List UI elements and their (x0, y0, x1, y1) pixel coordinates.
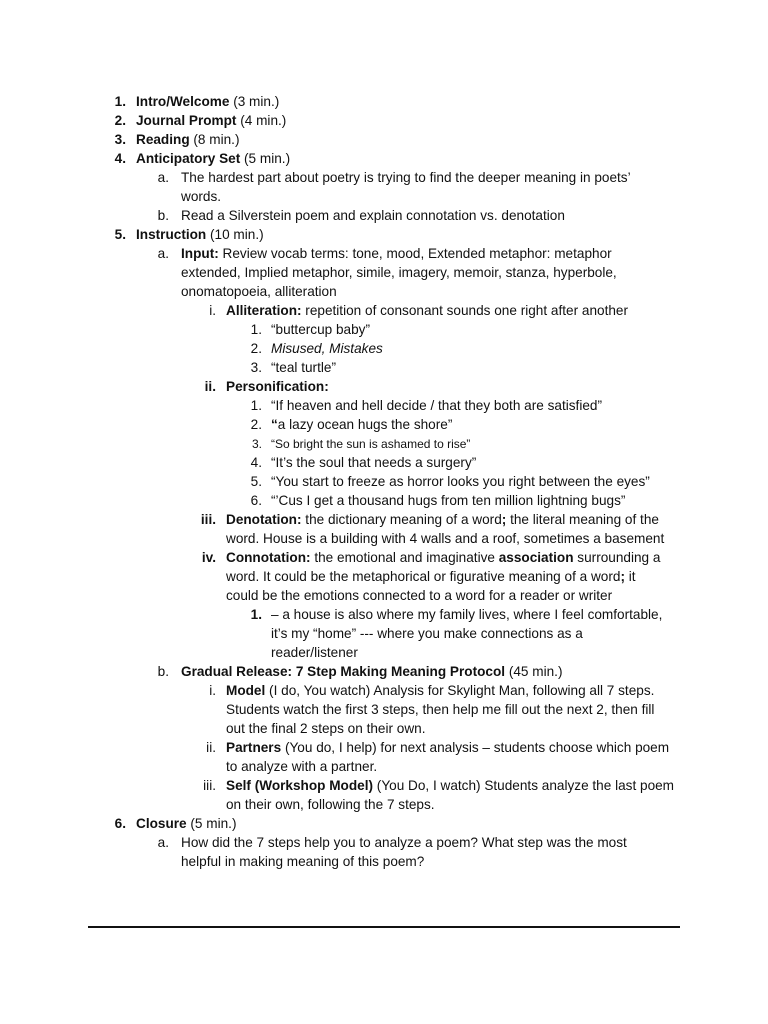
term-connotation (0, 549, 768, 568)
item-title: Closure (136, 816, 187, 831)
sub-item-text: extended, Implied metaphor, simile, imagery, memoir, stanza, hyperbole, (181, 265, 617, 280)
step-label: Model (226, 683, 266, 698)
sub-item-4a (0, 169, 768, 188)
term-definition: the emotional and imaginative (310, 550, 499, 565)
step-model (0, 682, 768, 701)
example-quote: “ (271, 417, 278, 432)
sub-item-5b (0, 663, 768, 682)
term-label: Alliteration: (226, 303, 302, 318)
term-connotation-cont (0, 587, 768, 606)
term-definition: repetition of consonant sounds one right after another (301, 303, 629, 318)
sub-item-mark: a. (157, 246, 169, 261)
item-time: (8 min.) (189, 132, 240, 147)
term-mark: i. (209, 303, 216, 318)
term-mark: ii. (204, 379, 216, 394)
step-model-cont (0, 701, 768, 720)
sub-item-text: The hardest part about poetry is trying to find the deeper meaning in poets’ (181, 170, 631, 185)
sub-item-mark: b. (157, 664, 169, 679)
step-text: Students watch the first 3 steps, then help me fill out the next 2, then fill (226, 702, 655, 717)
example-item (0, 321, 768, 340)
sub-item-time: (45 min.) (505, 664, 563, 679)
example-item (0, 473, 768, 492)
example-mark: 1. (250, 322, 262, 337)
sub-item-text: onomatopoeia, alliteration (181, 284, 337, 299)
item-time: (5 min.) (186, 816, 237, 831)
item-time: (3 min.) (229, 94, 280, 109)
term-label: Personification: (226, 379, 329, 394)
term-definition: could be the emotions connected to a word for a reader or writer (226, 588, 613, 603)
sub-item-4b (0, 207, 768, 226)
item-number: 1. (114, 94, 126, 109)
example-text: reader/listener (271, 645, 358, 660)
step-mark: i. (209, 683, 216, 698)
term-personification (0, 378, 768, 397)
example-mark: 1. (250, 607, 262, 622)
term-mark: iii. (200, 512, 216, 527)
term-semicolon: ; (501, 512, 507, 527)
outline-item-2 (0, 112, 768, 131)
step-mark: ii. (206, 740, 216, 755)
step-text: (I do, You watch) Analysis for Skylight Man, following all 7 steps. (265, 683, 655, 698)
step-text: (You Do, I watch) Students analyze the last poem (373, 778, 675, 793)
sub-item-6a-cont (0, 853, 768, 872)
example-mark: 2. (250, 341, 262, 356)
example-item (0, 454, 768, 473)
item-title: Instruction (136, 227, 207, 242)
step-self (0, 777, 768, 796)
outline-item-3 (0, 131, 768, 150)
step-text: out the final 2 steps on their own. (226, 721, 426, 736)
example-text: “You start to freeze as horror looks you right between the eyes” (271, 474, 650, 489)
sub-item-5a-cont (0, 264, 768, 283)
sub-item-text: helpful in making meaning of this poem? (181, 854, 425, 869)
step-self-cont (0, 796, 768, 815)
sub-item-text: Read a Silverstein poem and explain connotation vs. denotation (181, 208, 565, 223)
example-text: it’s my “home” --- where you make connections as a (271, 626, 583, 641)
step-mark: iii. (203, 778, 216, 793)
step-label: Partners (226, 740, 282, 755)
item-title: Journal Prompt (136, 113, 237, 128)
example-item (0, 397, 768, 416)
example-item (0, 606, 768, 625)
term-definition: surrounding a (573, 550, 661, 565)
step-partners-cont (0, 758, 768, 777)
example-text: a lazy ocean hugs the shore” (277, 417, 453, 432)
item-title: Anticipatory Set (136, 151, 241, 166)
example-text: – a house is also where my family lives, where I feel comfortable, (271, 607, 663, 622)
lesson-outline (0, 93, 768, 872)
example-text: “’Cus I get a thousand hugs from ten million lightning bugs” (271, 493, 626, 508)
example-mark: 3. (251, 437, 262, 451)
item-number: 5. (114, 227, 126, 242)
outline-item-1 (0, 93, 768, 112)
item-time: (10 min.) (206, 227, 264, 242)
footer-divider (88, 926, 680, 928)
item-number: 3. (114, 132, 126, 147)
example-mark: 1. (250, 398, 262, 413)
outline-item-4 (0, 150, 768, 169)
example-text: “So bright the sun is ashamed to rise” (271, 437, 471, 451)
outline-item-5 (0, 226, 768, 245)
term-label: Denotation: (226, 512, 302, 527)
item-time: (5 min.) (240, 151, 291, 166)
term-definition: the dictionary meaning of a word (301, 512, 502, 527)
example-text: Misused, Mistakes (271, 341, 383, 356)
example-item (0, 435, 768, 454)
sub-item-text: Review vocab terms: tone, mood, Extended metaphor: metaphor (218, 246, 612, 261)
item-number: 6. (114, 816, 126, 831)
step-partners (0, 739, 768, 758)
term-definition: word. House is a building with 4 walls and a roof, sometimes a basement (226, 531, 665, 546)
sub-item-label: Gradual Release: 7 Step Making Meaning Protocol (181, 664, 506, 679)
term-definition: the literal meaning of the (506, 512, 659, 527)
example-mark: 3. (250, 360, 262, 375)
sub-item-mark: b. (157, 208, 169, 223)
sub-item-6a (0, 834, 768, 853)
outline-item-6 (0, 815, 768, 834)
term-emphasis: association (498, 550, 574, 565)
step-label: Self (Workshop Model) (226, 778, 374, 793)
term-denotation-cont (0, 530, 768, 549)
example-item (0, 359, 768, 378)
step-text: on their own, following the 7 steps. (226, 797, 435, 812)
example-item (0, 492, 768, 511)
term-definition: word. It could be the metaphorical or figurative meaning of a word (226, 569, 621, 584)
example-text: “It’s the soul that needs a surgery” (271, 455, 477, 470)
example-mark: 4. (250, 455, 262, 470)
example-item-cont (0, 644, 768, 663)
example-text: “teal turtle” (271, 360, 336, 375)
example-text: “buttercup baby” (271, 322, 370, 337)
item-time: (4 min.) (236, 113, 287, 128)
item-number: 4. (114, 151, 126, 166)
term-alliteration (0, 302, 768, 321)
sub-item-mark: a. (157, 835, 169, 850)
sub-item-4a-cont (0, 188, 768, 207)
term-semicolon: ; (620, 569, 625, 584)
sub-item-5a (0, 245, 768, 264)
sub-item-text: How did the 7 steps help you to analyze a poem? What step was the most (181, 835, 627, 850)
sub-item-text: words. (181, 189, 222, 204)
step-text: to analyze with a partner. (226, 759, 378, 774)
item-number: 2. (114, 113, 126, 128)
example-mark: 6. (250, 493, 262, 508)
example-text: “If heaven and hell decide / that they both are satisfied” (271, 398, 602, 413)
term-label: Connotation: (226, 550, 311, 565)
example-mark: 5. (250, 474, 262, 489)
sub-item-mark: a. (157, 170, 169, 185)
item-title: Reading (136, 132, 190, 147)
term-connotation-cont (0, 568, 768, 587)
example-mark: 2. (250, 417, 262, 432)
step-model-cont (0, 720, 768, 739)
example-item (0, 416, 768, 435)
example-item (0, 340, 768, 359)
example-item-cont (0, 625, 768, 644)
step-text: (You do, I help) for next analysis – students choose which poem (281, 740, 670, 755)
term-definition: it (624, 569, 636, 584)
sub-item-5a-cont (0, 283, 768, 302)
term-denotation (0, 511, 768, 530)
item-title: Intro/Welcome (136, 94, 230, 109)
term-mark: iv. (201, 550, 216, 565)
sub-item-label: Input: (181, 246, 219, 261)
